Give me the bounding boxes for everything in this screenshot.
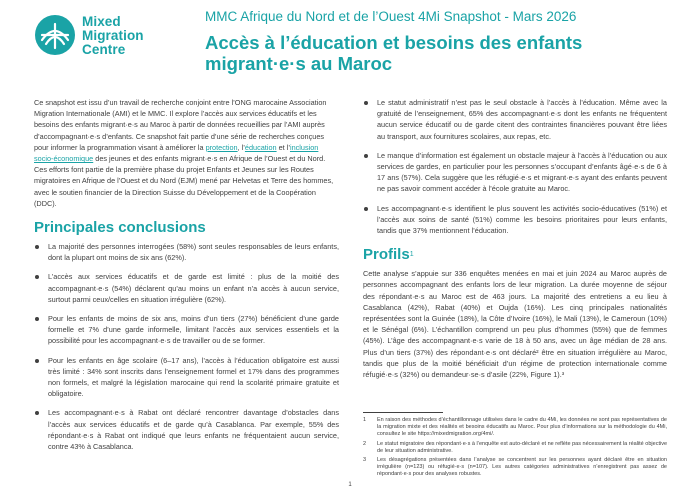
link-protection[interactable]: protection: [205, 142, 238, 152]
bullet-icon: [35, 411, 39, 415]
conclusions-heading: Principales conclusions: [34, 219, 206, 237]
bullet-icon: [35, 245, 39, 249]
bullet-icon: [35, 359, 39, 363]
intro-paragraph: Ce snapshot est issu d’un travail de recherche conjoint entre l’ONG marocaine Association Migration Internationale (AMI) et le MMC. Il explore l’accès aux services éducatifs et les besoins des enfants migrant·e·s au Maroc à partir de données recueillies par l’AMI auprès d’accompagnant·e·s d’enfants. Ce snapshot fait partie d’une série de recherches conçues pour informer la programmation visant à améliorer la protection, l’éducation et l’inclusion socio-économique des jeunes et des enfants migrant·e·s en Afrique de l’Ouest et du Nord. Ces efforts font partie de la première phase du projet Enfants et Jeunes sur les Routes migratoires en Afrique de l’Ouest et du Nord (EJM) mené par Helvetas et Terre des hommes, avec le soutien financier de la Direction Suisse du Développement et de la Coopération (DDC).: [34, 98, 334, 208]
footnote: 2 Le statut migratoire des répondant·e·s à l’enquête est auto-déclaré et ne reflète pas nécessairement la réalité objective de leur situation administrative.: [363, 440, 667, 454]
footnotes: [363, 412, 667, 481]
conclusions-list-continued: [363, 97, 667, 236]
bullet-icon: [364, 154, 368, 158]
right-column: [363, 97, 667, 380]
bullet-icon: [364, 101, 368, 105]
profils-heading: Profils$^1$: [363, 246, 414, 264]
page-number: 1: [348, 482, 352, 488]
list-item: Les accompagnant·e·s identifient le plus souvent les activités socio-éducatives (51%) et l’accès aux soins de santé (51%) comme les besoins prioritaires pour leurs enfants, tandis que 37% mentionnent l’éducation.: [363, 203, 667, 237]
mmc-logo-icon: [34, 14, 76, 56]
list-item: Les accompagnant·e·s à Rabat ont déclaré rencontrer davantage d’obstacles dans l’accès aux services éducatifs et de garde qu’à Casablanca. Par exemple, 55% des répondant·e·s à Rabat ont indiqué que leurs enfants ne fréquentaient aucun service, contre 43% à Casablanca.: [34, 407, 339, 452]
list-item: L’accès aux services éducatifs et de garde est limité : plus de la moitié des accompagnant·e·s (54%) déclarent qu’au moins un enfant n’a accès à aucun service, surtout parmi ceux/celles en situation irrégulière (62%).: [34, 271, 339, 305]
bullet-icon: [364, 207, 368, 211]
mmc-logo: [34, 14, 194, 68]
list-item: Le manque d’information est également un obstacle majeur à l’accès à l’éducation ou aux services de gardes, en particulier pour les personnes s’occupant d’enfants âgé·e·s de 6 à 17 ans (57%). Cela suggère que les réfugié·e·s et migrant·e·s ayant des enfants peuvent ne pas savoir comment accéder à l’école gratuite au Maroc.: [363, 150, 667, 195]
profils-section: [363, 268, 667, 380]
list-item: La majorité des personnes interrogées (58%) sont seules responsables de leurs enfants, dont la plupart ont moins de six ans (62%).: [34, 241, 339, 263]
list-item: Pour les enfants de moins de six ans, moins d’un tiers (27%) bénéficient d’une garde formelle et 7% d’une garde informelle, limitant l’accès aux services essentiels et la possibilité pour les accompagnant·e·s de travailler ou de se former.: [34, 313, 339, 347]
footnote: 3 Les désagrégations présentées dans l’analyse se concentrent sur les personnes ayant déclaré être en situation irrégulière (n=123) ou réfugié·e·s (n=107). Les autres catégories administratives n’enregistrent pas assez de répondant·e·s pour des analyses robustes.: [363, 457, 667, 478]
footnote-ref: 1: [409, 251, 414, 259]
footnote: 1 En raison des méthodes d’échantillonnage utilisées dans le cadre du 4Mi, les données ne sont pas représentatives de la migration mixte et des réalités et besoins éducatifs au Maroc. Pour plus d’informations sur la méthodologie du 4Mi, consultez le site https://mixedmigration.org/4mi/.: [363, 417, 667, 438]
left-column: [34, 97, 339, 460]
profils-paragraph: Cette analyse s’appuie sur 336 enquêtes menées en mai et juin 2024 au Maroc auprès de personnes accompagnant des enfants lors de leur migration. La durée moyenne de séjour des répondant·e·s au Maroc est de 463 jours. La majorité des entretiens a eu lieu à Casablanca (42%), Rabat (40%) et Oujda (16%). Les cinq principales nationalités représentées sont la Guinée (18%), la Côte d’Ivoire (16%), le Mali (13%), le Cameroun (10%) et le Sénégal (6%). L’échantillon comprend un peu plus d’hommes (55%) que de femmes (45%). L’âge des accompagnant·e·s varie de 18 à 50 ans, avec un âge médian de 28 ans. Plus d’un tiers (37%) des répondant·e·s ont déclaré² être en situation irrégulière au Maroc, tandis que plus de la moitié bénéficiait d’un régime de protection internationale comme réfugié·e·s (32%) ou demandeur·se·s d’asile (22%, Figure 1).³: [363, 269, 667, 380]
list-item: Le statut administratif n’est pas le seul obstacle à l’accès à l’éducation. Même avec la gratuité de l’enseignement, 65% des accompagnant·e·s dont les enfants ne fréquentent aucun service éducatif ou de garde citent des contraintes financières pouvant être liées au transport, aux fournitures scolaires, aux repas, etc.: [363, 97, 667, 142]
page-header: [0, 0, 700, 84]
bullet-icon: [35, 317, 39, 321]
report-subtitle: MMC Afrique du Nord et de l’Ouest 4Mi Snapshot - Mars 2026: [205, 9, 577, 24]
list-item: Pour les enfants en âge scolaire (6–17 ans), l’accès à l’éducation obligatoire est aussi très limité : 34% sont inscrits dans l’enseignement formel et 17% dans des programmes non formels, et malgré la législation marocaine qui rend la scolarité primaire gratuite et obligatoire.: [34, 355, 339, 400]
footnote-divider: [363, 412, 443, 413]
link-education[interactable]: éducation: [244, 142, 277, 152]
report-title: Accès à l’éducation et besoins des enfants migrant·e·s au Maroc: [205, 32, 583, 74]
bullet-icon: [35, 275, 39, 279]
mmc-logo-wordmark: Mixed Migration Centre: [82, 14, 144, 57]
conclusions-list: [34, 241, 339, 452]
link-inclusion[interactable]: inclusion socio-économique: [34, 142, 319, 164]
